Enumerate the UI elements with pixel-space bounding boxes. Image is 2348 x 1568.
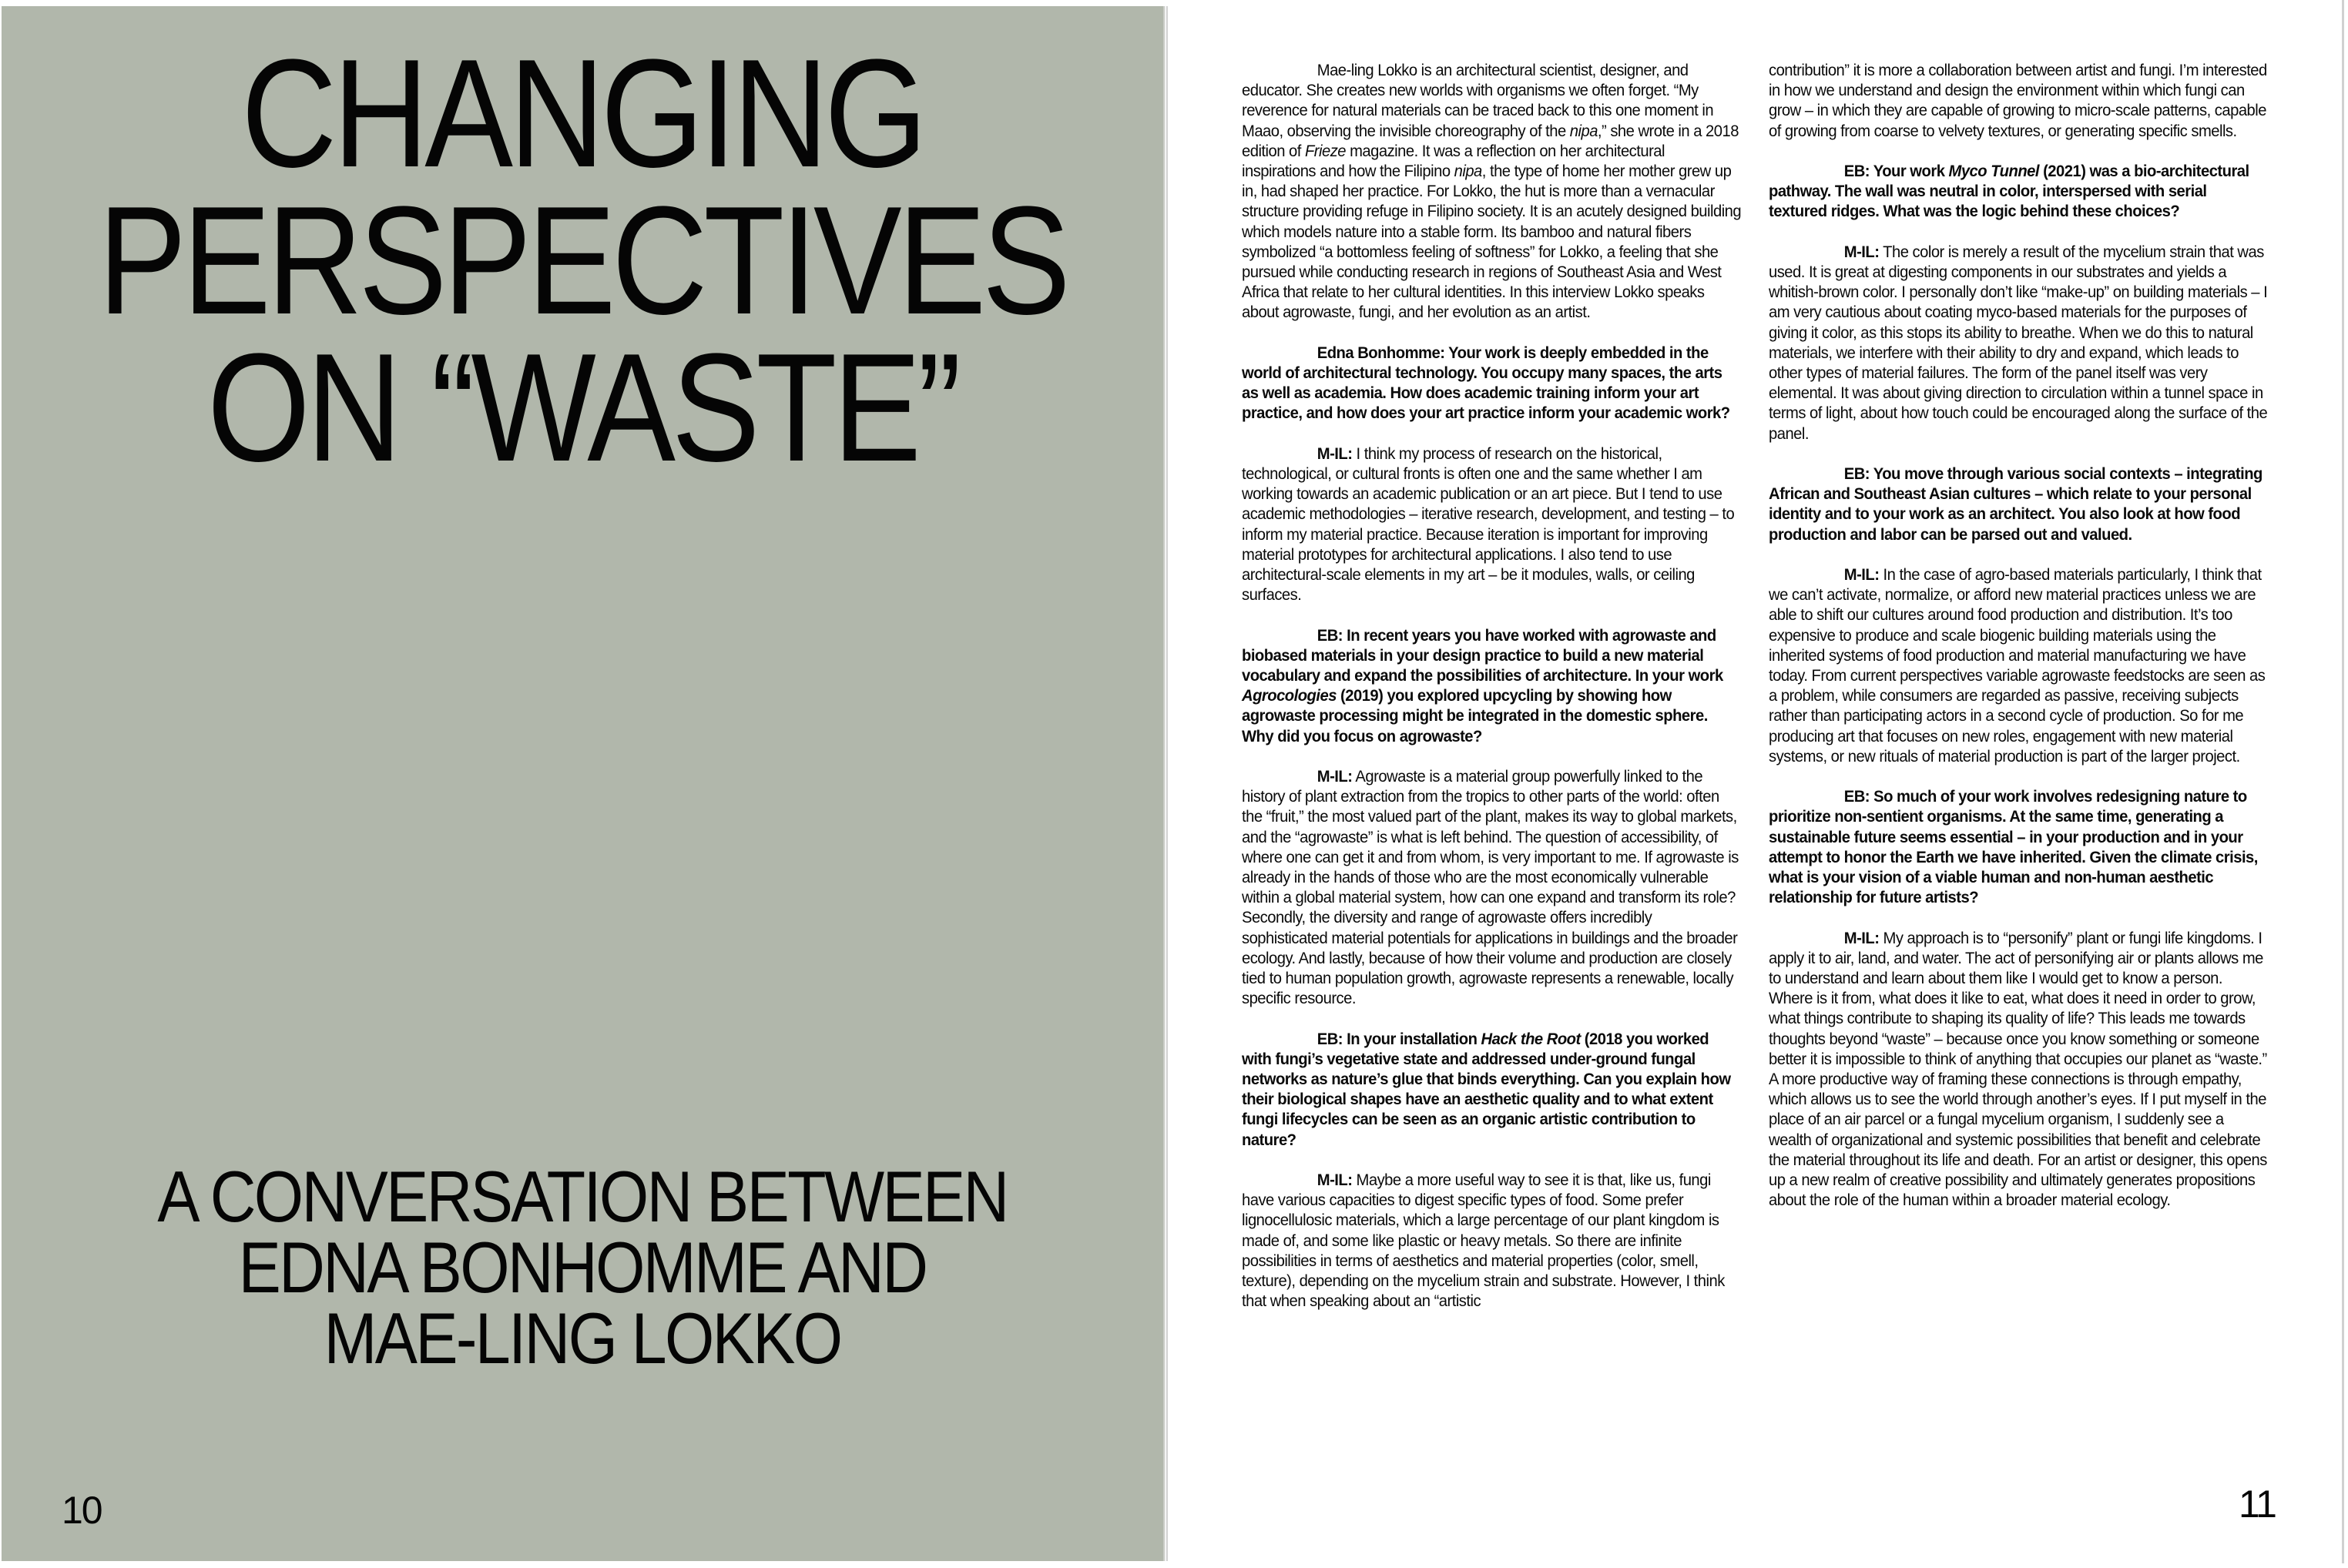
speaker-label: M-IL: <box>1317 444 1353 463</box>
subtitle-line-3: MAE-LING LOKKO <box>324 1298 841 1379</box>
text-column-1 <box>1242 60 1742 1332</box>
subtitle-line-2: EDNA BONHOMME AND <box>238 1227 927 1308</box>
answer-1: M-IL: I think my process of research on the historical, technological, or cultural fronts is often one and the same whether I am working towards an academic publication or an art piece. But I tend to use academic methodologies – iterative research, development, and testing – to inform my material practice. Because iteration is important for improving material prototypes for architectural applications. I also tend to use architectural-scale elements in my art – be it modules, walls, or ceiling surfaces. <box>1242 444 1735 605</box>
answer-6: M-IL: My approach is to “personify” plant or fungi life kingdoms. I apply it to air, land, and water. The act of personifying air or plants allows me to understand and learn about them like I would get to know a person. Where is it from, what does it like to eat, what does it need in order to grow, what things contribute to shaping its quality of life? This leads me towards thoughts beyond “waste” – because once you know something or someone better it is impossible to think of anything that occupies our planet as “waste.” A more productive way of framing these connections is through empathy, which allows us to see the world through another’s eyes. If I put myself in the place of an air parcel or a fungal mycelium organism, I suddenly see a wealth of organizational and systemic possibilities that benefit and celebrate the material throughout its life and death. For an artist or designer, this opens up a new realm of creative possibility and ultimately generates propositions about the role of the human within a broader material ecology. <box>1769 928 2267 1210</box>
title-line-3: ON “WASTE” <box>207 322 958 494</box>
answer-4: M-IL: The color is merely a result of the mycelium strain that was used. It is great at digesting components in our substrates and yields a whitish-brown color. I personally don’t like “make-up” on building materials – I am very cautious about coating myco-based materials for the purposes of giving it color, as this stops its ability to breathe. When we do this to natural materials, we interfere with their ability to dry and expand, which leads to other types of material failures. The form of the panel itself was very elemental. It was about giving direction to circulation within a tunnel space in terms of light, about how touch could be encouraged along the surface of the panel. <box>1769 242 2268 443</box>
answer-3-part-1: M-IL: Maybe a more useful way to see it is that, like us, fungi have various capacities to digest specific types of food. Some prefer lignocellulosic materials, which a large percentage of our plant kingdom is made of, and some like plastic or heavy metals. So there are infinite possibilities in terms of aesthetics and material properties (color, smell, texture), depending on the mycelium strain and substrate. However, I think that when speaking about an “artistic <box>1242 1171 1725 1311</box>
question-4: EB: Your work Myco Tunnel (2021) was a bio-architectural pathway. The wall was neutral in color, interspersed with serial textured ridges. What was the logic behind these choices? <box>1769 162 2249 221</box>
page-edge <box>2342 0 2344 1563</box>
answer-3-part-2: contribution” it is more a collaboration between artist and fungi. I’m interested in how we understand and design the environment within which fungi can grow – in which they are capable of growing to micro-scale patterns, capable of growing from coarse to velvety textures, or generating specific smells. <box>1769 61 2267 140</box>
speaker-label: M-IL: <box>1843 928 1880 947</box>
speaker-label: M-IL: <box>1843 242 1880 261</box>
question-6: EB: So much of your work involves redesigning nature to prioritize non-sentient organisms. At the same time, generating a sustainable future seems essential – in your production and in your attempt to honor the Earth we have inherited. Given the climate crisis, what is your vision of a viable human and non-human aesthetic relationship for future artists? <box>1769 787 2258 907</box>
left-page <box>2 6 1163 1561</box>
page-number-left: 10 <box>62 1489 102 1532</box>
right-page <box>1168 0 2343 1568</box>
speaker-label: M-IL: <box>1843 565 1880 585</box>
question-5: EB: You move through various social contexts – integrating African and Southeast Asian cultures – which relate to your personal identity and to your work as an architect. You also look at how food production and labor can be parsed out and valued. <box>1769 464 2262 544</box>
article-title <box>2 28 1163 494</box>
subtitle-line-1: A CONVERSATION BETWEEN <box>157 1156 1008 1237</box>
title-line-1: CHANGING <box>241 28 924 199</box>
intro-paragraph: Mae-ling Lokko is an architectural scientist, designer, and educator. She creates new worlds with organisms we often forget. “My reverence for natural materials can be traced back to this one moment in Maao, observing the invisible choreography of the nipa,” she wrote in a 2018 edition of Frieze magazine. It was a reflection on her architectural inspirations and how the Filipino nipa, the type of home her mother grew up in, had shaped her practice. For Lokko, the hut is more than a vernacular structure providing refuge in Filipino society. It is an acutely designed building which models nature into a stable form. Its bamboo and natural fibers symbolized “a bottomless feeling of softness” for Lokko, a feeling that she pursued while conducting research in regions of Southeast Asia and West Africa that relate to her cultural identities. In this interview Lokko speaks about agrowaste, fungi, and her evolution as an artist. <box>1242 61 1742 322</box>
question-1: Edna Bonhomme: Your work is deeply embedded in the world of architectural technology. You occupy many spaces, the arts as well as academia. How does academic training inform your art practice, and how does your art practice inform your academic work? <box>1242 343 1730 423</box>
speaker-label: M-IL: <box>1317 1171 1353 1190</box>
question-3: EB: In your installation Hack the Root (2018 you worked with fungi’s vegetative state and addressed under-ground fungal networks as nature’s glue that binds everything. Can you explain how their biological shapes have an aesthetic quality and to what extent fungi lifecycles can be seen as an organic artistic contribution to nature? <box>1242 1029 1731 1149</box>
answer-2: M-IL: Agrowaste is a material group powerfully linked to the history of plant extraction from the tropics to other parts of the world: often the “fruit,” the most valued part of the plant, makes its way to global markets, and the “agrowaste” is what is left behind. The question of accessibility, of where one can get it and from whom, is very important to me. If agrowaste is already in the hands of those who are the most economically vulnerable within a global material system, how can one expand and transform its role? Secondly, the diversity and range of agrowaste offers incredibly sophisticated material potentials for applications in buildings and the broader ecology. And lastly, because of how their volume and production are closely tied to human population growth, agrowaste represents a renewable, locally specific resource. <box>1242 767 1739 1008</box>
article-subtitle <box>2 1156 1163 1379</box>
text-column-2 <box>1769 60 2269 1231</box>
answer-5: M-IL: In the case of agro-based materials particularly, I think that we can’t activate, normalize, or afford new material practices unless we are able to shift our cultures around food production and distribution. It’s too expensive to produce and scale biogenic building materials using the inherited systems of food production and material manufacturing we have today. From current perspectives variable agrowaste feedstocks are seen as a problem, while consumers are regarded as passive, receiving subjects rather than participating actors in a second cycle of production. So for me producing art that focuses on new roles, engagement with new material systems, or new rituals of material production is part of the larger project. <box>1769 565 2266 766</box>
speaker-label: M-IL: <box>1317 767 1353 786</box>
question-2: EB: In recent years you have worked with agrowaste and biobased materials in your design practice to build a new material vocabulary and expand the possibilities of architecture. In your work Agrocologies (2019) you explored upcycling by showing how agrowaste processing might be integrated in the domestic sphere. Why did you focus on agrowaste? <box>1242 625 1723 745</box>
page-number-right: 11 <box>2239 1483 2276 1526</box>
title-line-2: PERSPECTIVES <box>98 175 1067 347</box>
